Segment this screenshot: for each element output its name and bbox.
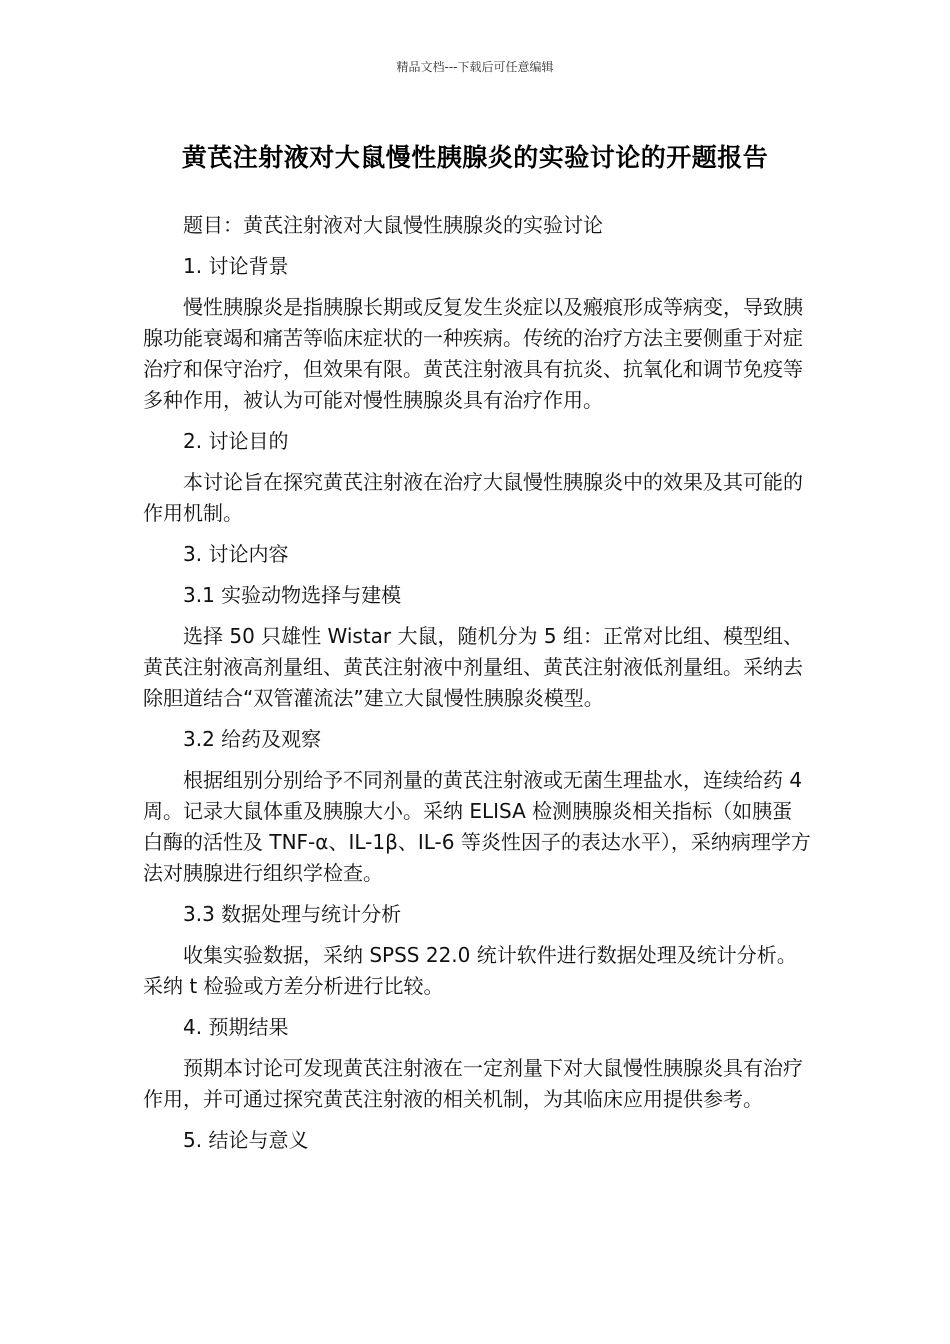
section-text-background: 慢性胰腺炎是指胰腺长期或反复发生炎症以及瘢痕形成等病变，导致胰腺功能衰竭和痛苦等临床症状的一种疾病。传统的治疗方法主要侧重于对症治疗和保守治疗，但效果有限。黄芪注射液具有抗炎、抗氧化和调节免疫等多种作用，被认为可能对慢性胰腺炎具有治疗作用。 bbox=[143, 295, 803, 412]
header-note: 精品文档---下载后可任意编辑 bbox=[396, 60, 554, 74]
section-heading-expected: 4. 预期结果 bbox=[183, 1015, 289, 1039]
section-text-expected: 预期本讨论可发现黄芪注射液在一定剂量下对大鼠慢性胰腺炎具有治疗作用，并可通过探究黄芪注射液的相关机制，为其临床应用提供参考。 bbox=[143, 1056, 803, 1111]
section-heading-animals: 3.1 实验动物选择与建模 bbox=[183, 583, 402, 607]
section-heading-background: 1. 讨论背景 bbox=[183, 254, 289, 278]
section-heading-statistics: 3.3 数据处理与统计分析 bbox=[183, 902, 402, 926]
section-text-dosing: 根据组别分别给予不同剂量的黄芪注射液或无菌生理盐水，连续给药 4 周。记录大鼠体重及胰腺大小。采纳 ELISA 检测胰腺炎相关指标（如胰蛋白酶的活性及 TNF-α、IL-1β、IL-6 等炎性因子的表达水平），采纳病理学方法对胰腺进行组织学检查。 bbox=[143, 768, 811, 885]
topic-line: 题目：黄芪注射液对大鼠慢性胰腺炎的实验讨论 bbox=[183, 213, 603, 237]
document-body bbox=[143, 210, 811, 1166]
section-heading-purpose: 2. 讨论目的 bbox=[183, 429, 289, 453]
section-text-statistics: 收集实验数据，采纳 SPSS 22.0 统计软件进行数据处理及统计分析。采纳 t 检验或方差分析进行比较。 bbox=[143, 943, 797, 998]
document-title: 黄芪注射液对大鼠慢性胰腺炎的实验讨论的开题报告 bbox=[181, 143, 769, 172]
section-heading-dosing: 3.2 给药及观察 bbox=[183, 727, 322, 751]
section-text-purpose: 本讨论旨在探究黄芪注射液在治疗大鼠慢性胰腺炎中的效果及其可能的作用机制。 bbox=[143, 470, 803, 525]
section-heading-content: 3. 讨论内容 bbox=[183, 542, 289, 566]
section-heading-conclusion: 5. 结论与意义 bbox=[183, 1128, 309, 1152]
section-text-animals: 选择 50 只雄性 Wistar 大鼠，随机分为 5 组：正常对比组、模型组、黄芪注射液高剂量组、黄芪注射液中剂量组、黄芪注射液低剂量组。采纳去除胆道结合“双管灌流法”建立大鼠慢性胰腺炎模型。 bbox=[143, 624, 803, 710]
